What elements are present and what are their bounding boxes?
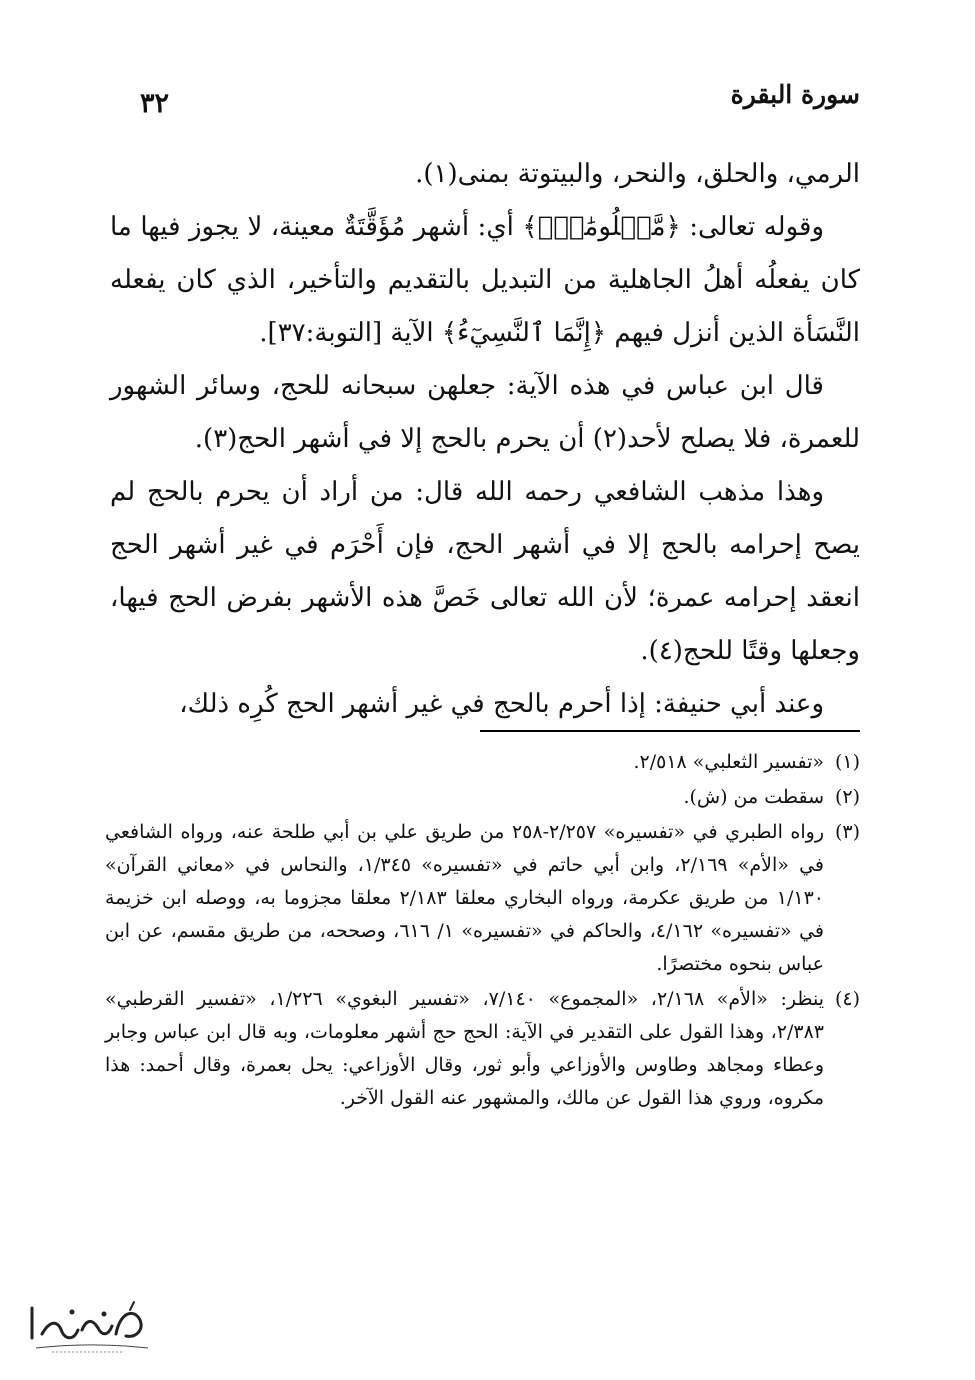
paragraph: وهذا مذهب الشافعي رحمه الله قال: من أراد أن يحرم بالحج لم يصح إحرامه بالحج إلا في أشهر الحج، فإن أَحْرَم في غير أشهر الحج انعقد إحرامه عمرة؛ لأن الله تعالى خَصَّ هذه الأشهر بفرض الحج فيها، وجعلها وقتًا للحج(٤). (110, 477, 860, 666)
footnote-number: (٣) (834, 821, 860, 843)
paragraph: قال ابن عباس في هذه الآية: جعلهن سبحانه للحج، وسائر الشهور للعمرة، فلا يصلح لأحد(٢) أن يحرم بالحج إلا في أشهر الحج(٣). (110, 371, 860, 454)
footnote-text: ينظر: «الأم» ٢/١٦٨، «المجموع» ٧/١٤٠، «تفسير البغوي» ١/٢٢٦، «تفسير القرطبي» ٢/٣٨٣، وهذا القول على التقدير في الآية: الحج حج أشهر معلومات، وبه قال ابن عباس وجابر وعطاء ومجاهد وطاوس والأوزاعي وأبو ثور، وقال الأوزاعي: يحل بعمرة، وقال أحمد: هذا مكروه، وروي هذا القول عن مالك، والمشهور عنه القول الآخر. (105, 988, 824, 1109)
paragraph: الرمي، والحلق، والنحر، والبيتوتة بمنى(١). (415, 159, 860, 189)
footnote (105, 781, 860, 814)
footnote-text: سقطت من (ش). (683, 786, 824, 808)
paragraph: وقوله تعالى: ﴿مَّعۡلُومَٰتٞۚ﴾ أي: أشهر مُؤَقَّتَةٌ معينة، لا يجوز فيها ما كان يفعلُه أهلُ الجاهلية من التبديل بالتقديم والتأخير، الذي كان يفعله النَّسَأة الذين أنزل فيهم ﴿إِنَّمَا ٱلنَّسِيٓءُ﴾ الآية [التوبة:٣٧]. (110, 212, 860, 348)
footnote (105, 746, 860, 779)
footnote (105, 983, 860, 1115)
watermark-logo-icon (12, 1290, 162, 1360)
footnote-number: (١) (834, 751, 860, 773)
footnote-number: (٢) (834, 786, 860, 808)
paragraph: وعند أبي حنيفة: إذا أحرم بالحج في غير أشهر الحج كُرِه ذلك، (179, 689, 824, 719)
page-header (140, 80, 860, 120)
footnote (105, 816, 860, 981)
footnote-text: «تفسير الثعلبي» ٢/٥١٨. (633, 751, 824, 773)
page-number: ٣٢ (140, 88, 170, 119)
footnotes (105, 746, 860, 1117)
footnote-number: (٤) (834, 988, 860, 1010)
main-text (110, 148, 860, 731)
surah-title: سورة البقرة (730, 80, 860, 109)
footnote-divider (480, 730, 860, 732)
footnote-text: رواه الطبري في «تفسيره» ٢/٢٥٧-٢٥٨ من طريق علي بن أبي طلحة عنه، ورواه الشافعي في «الأم» ٢/١٦٩، وابن أبي حاتم في «تفسيره» ١/٣٤٥، والنحاس في «معاني القرآن» ١/١٣٠ من طريق عكرمة، ورواه البخاري معلقا ٢/١٨٣ معلقا مجزوما به، ووصله ابن خزيمة في «تفسيره» ٤/١٦٢، والحاكم في «تفسيره» ١/ ٦١٦، وصححه، من طريق مقسم، عن ابن عباس بنحوه مختصرًا. (105, 821, 825, 975)
